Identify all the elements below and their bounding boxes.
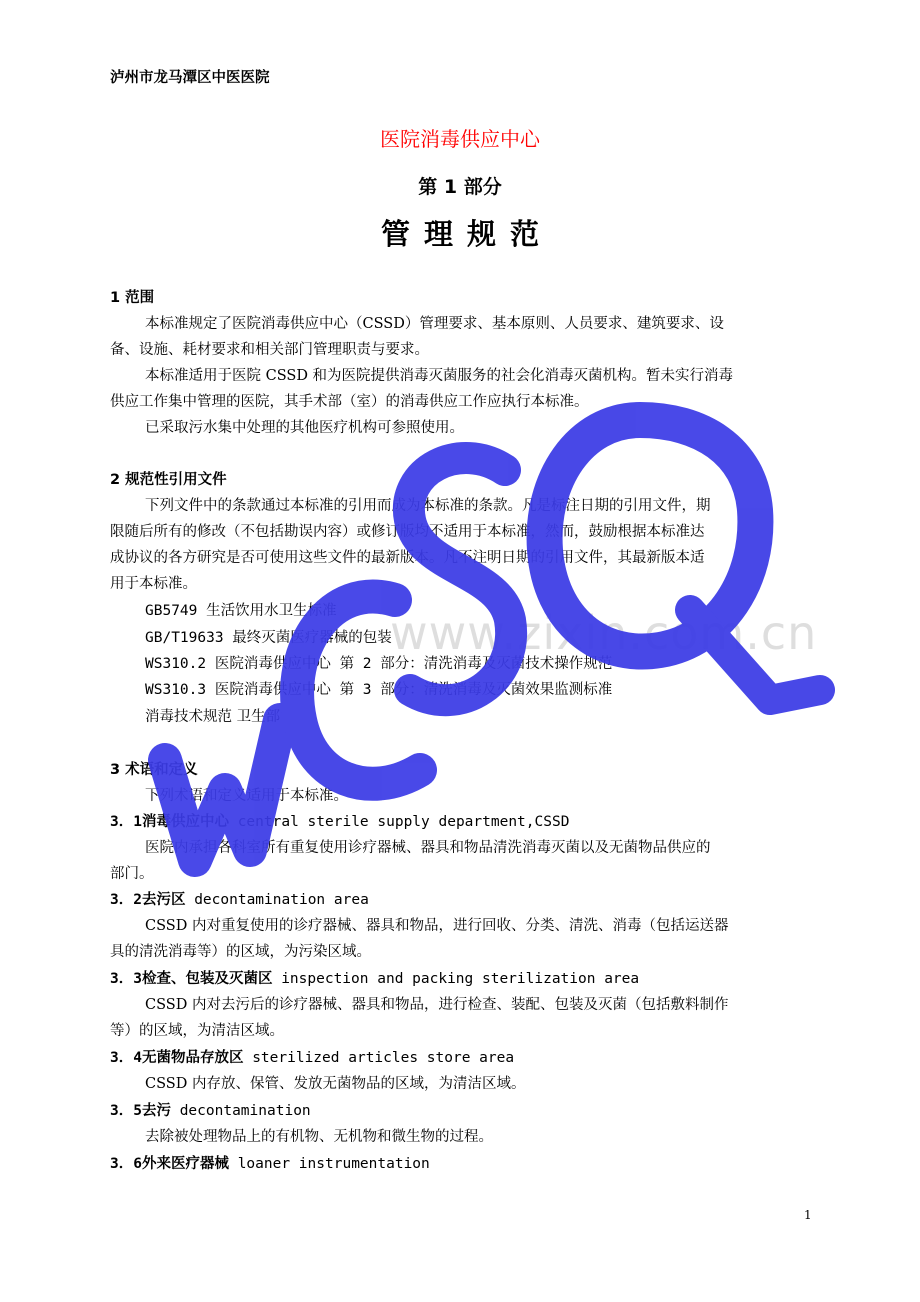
- term-chinese: 外来医疗器械: [141, 1156, 229, 1172]
- term-number: 3．2: [110, 892, 142, 908]
- term-number: 3．1: [110, 814, 142, 830]
- reference-item: 消毒技术规范 卫生部: [145, 709, 281, 725]
- definition-line: 去除被处理物品上的有机物、无机物和微生物的过程。: [145, 1129, 493, 1145]
- paragraph-line: 本标准适用于医院 CSSD 和为医院提供消毒灭菌服务的社会化消毒灭菌机构。暂未实行消毒: [145, 368, 734, 384]
- reference-item: GB5749 生活饮用水卫生标准: [145, 603, 337, 619]
- paragraph-line: 备、设施、耗材要求和相关部门管理职责与要求。: [110, 342, 429, 358]
- term-english: loaner instrumentation: [237, 1156, 430, 1172]
- term-english: decontamination area: [194, 892, 369, 908]
- definition-line: CSSD 内对重复使用的诊疗器械、器具和物品，进行回收、分类、清洗、消毒（包括运送器: [145, 918, 729, 934]
- part-title: 管理规范: [380, 217, 553, 251]
- reference-item: WS310.3 医院消毒供应中心 第 3 部分：清洗消毒及灭菌效果监测标准: [145, 682, 613, 698]
- document-title: 医院消毒供应中心: [380, 127, 540, 151]
- paragraph-line: 已采取污水集中处理的其他医疗机构可参照使用。: [145, 420, 464, 436]
- term-chinese: 去污: [141, 1103, 171, 1119]
- term-heading: [110, 809, 812, 835]
- watermark-text: www.zixin.com.cn: [390, 606, 818, 660]
- term-english: inspection and packing sterilization area: [281, 971, 640, 987]
- term-english: central sterile supply department,CSSD: [237, 814, 570, 830]
- term-chinese: 检查、包装及灭菌区: [141, 971, 273, 987]
- part-label: 第 1 部分: [418, 176, 502, 198]
- term-chinese: 无菌物品存放区: [141, 1050, 244, 1066]
- term-chinese: 消毒供应中心: [141, 814, 229, 830]
- definition-line: CSSD 内存放、保管、发放无菌物品的区域，为清洁区域。: [145, 1076, 526, 1092]
- term-chinese: 去污区: [141, 892, 186, 908]
- term-number: 3．3: [110, 971, 142, 987]
- paragraph-line: 下列文件中的条款通过本标准的引用而成为本标准的条款。凡是标注日期的引用文件，期: [145, 498, 711, 514]
- paragraph-line: 供应工作集中管理的医院，其手术部（室）的消毒供应工作应执行本标准。: [110, 394, 589, 410]
- reference-item: WS310.2 医院消毒供应中心 第 2 部分：清洗消毒及灭菌技术操作规范: [145, 656, 613, 672]
- term-heading: [110, 887, 812, 913]
- definition-line: 等）的区域，为清洁区域。: [110, 1023, 284, 1039]
- term-number: 3．5: [110, 1103, 142, 1119]
- term-heading: [110, 1151, 812, 1177]
- paragraph-line: 用于本标准。: [110, 576, 197, 592]
- term-number: 3．6: [110, 1156, 142, 1172]
- definition-line: 具的清洗消毒等）的区域，为污染区域。: [110, 944, 371, 960]
- paragraph-line: 本标准规定了医院消毒供应中心（CSSD）管理要求、基本原则、人员要求、建筑要求、设: [145, 316, 724, 332]
- definition-line: CSSD 内对去污后的诊疗器械、器具和物品，进行检查、装配、包装及灭菌（包括敷料制作: [145, 997, 729, 1013]
- page-number: 1: [804, 1208, 812, 1222]
- term-heading: [110, 966, 812, 992]
- term-english: decontamination: [179, 1103, 311, 1119]
- paragraph-line: 限随后所有的修改（不包括勘误内容）或修订版均不适用于本标准，然而，鼓励根据本标准达: [110, 524, 705, 540]
- term-heading: [110, 1045, 812, 1071]
- section-heading-terms: 3 术语和定义: [110, 762, 198, 778]
- definition-line: 医院内承担各科室所有重复使用诊疗器械、器具和物品清洗消毒灭菌以及无菌物品供应的: [145, 840, 711, 856]
- term-english: sterilized articles store area: [252, 1050, 515, 1066]
- section-heading-references: 2 规范性引用文件: [110, 472, 227, 488]
- paragraph-line: 成协议的各方研究是否可使用这些文件的最新版本。凡不注明日期的引用文件，其最新版本适: [110, 550, 705, 566]
- term-heading: [110, 1098, 812, 1124]
- reference-item: GB/T19633 最终灭菌医疗器械的包装: [145, 630, 392, 646]
- term-number: 3．4: [110, 1050, 142, 1066]
- definition-line: 部门。: [110, 866, 154, 882]
- section-heading-scope: 1 范围: [110, 290, 155, 306]
- paragraph-line: 下列术语和定义适用于本标准。: [145, 788, 348, 804]
- hospital-header: 泸州市龙马潭区中医医院: [110, 70, 270, 86]
